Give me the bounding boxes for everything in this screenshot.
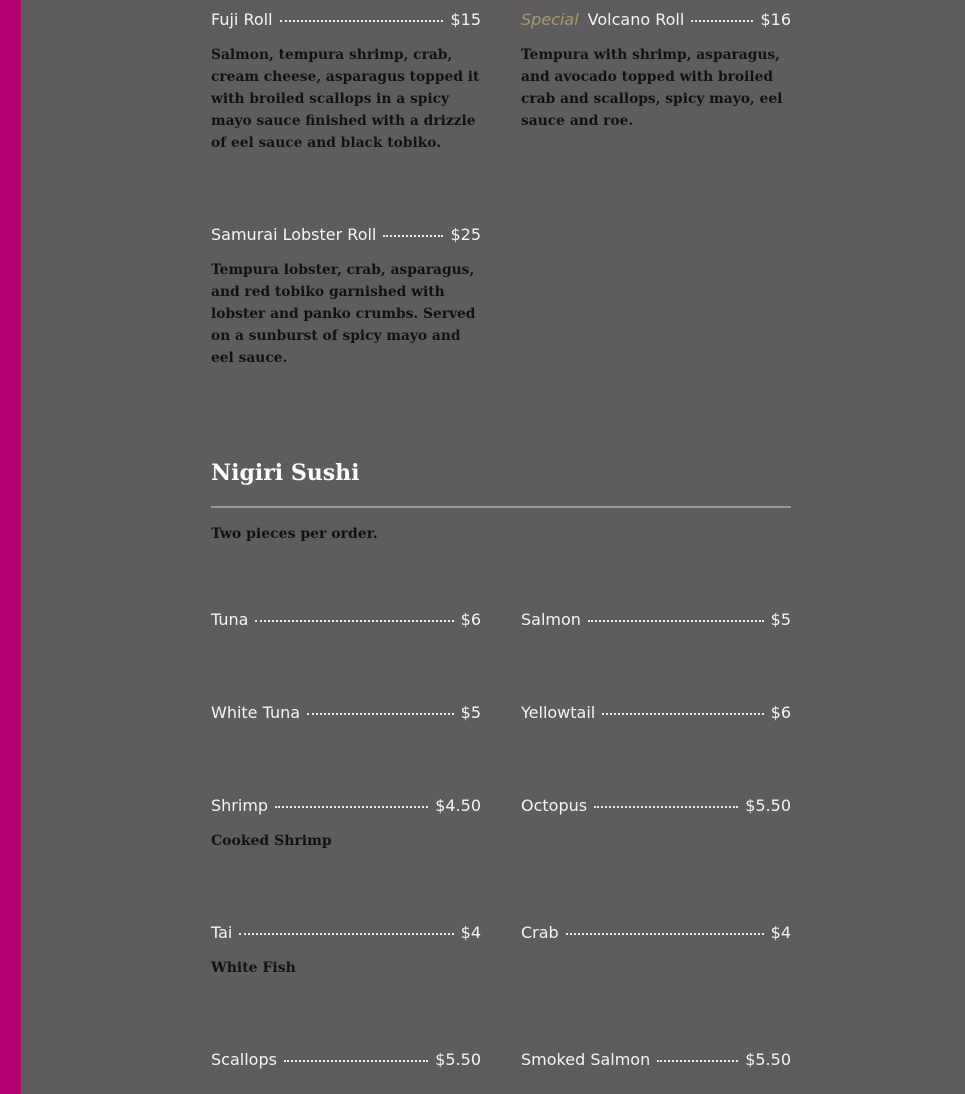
dot-leader xyxy=(602,713,763,715)
dot-leader xyxy=(691,20,753,22)
dot-leader xyxy=(307,713,454,715)
dot-leader xyxy=(280,20,444,22)
dot-leader xyxy=(284,1060,428,1062)
item-price: $4 xyxy=(770,923,791,942)
item-name: Tai xyxy=(211,923,233,942)
item-price: $6 xyxy=(460,610,481,629)
dot-leader xyxy=(594,806,738,808)
nigiri-item-crab xyxy=(521,923,791,945)
item-price: $5.50 xyxy=(745,796,791,815)
item-name: Fuji Roll xyxy=(211,10,273,29)
nigiri-item-salmon xyxy=(521,610,791,632)
item-price: $5.50 xyxy=(435,1050,481,1069)
item-price: $5 xyxy=(770,610,791,629)
nigiri-item-shrimp xyxy=(211,796,481,852)
dot-leader xyxy=(588,620,764,622)
item-name: Tuna xyxy=(211,610,249,629)
item-subtitle: Cooked Shrimp xyxy=(211,833,332,849)
item-price: $5.50 xyxy=(745,1050,791,1069)
item-name: Scallops xyxy=(211,1050,277,1069)
section-title-nigiri: Nigiri Sushi xyxy=(211,460,360,486)
item-name: White Tuna xyxy=(211,703,301,722)
item-price: $16 xyxy=(760,10,791,29)
item-subtitle: White Fish xyxy=(211,960,296,976)
item-price: $25 xyxy=(450,225,481,244)
dot-leader xyxy=(383,235,443,237)
item-name: Shrimp xyxy=(211,796,269,815)
item-name: Smoked Salmon xyxy=(521,1050,651,1069)
nigiri-item-scallops xyxy=(211,1050,481,1072)
menu-item-fuji-roll xyxy=(211,10,481,154)
item-price: $4 xyxy=(460,923,481,942)
menu-item-samurai-lobster-roll xyxy=(211,225,481,369)
special-label: Special xyxy=(521,10,579,29)
item-description: Tempura with shrimp, asparagus, and avocado topped with broiled crab and scallops, spicy mayo, eel sauce and roe. xyxy=(521,47,783,129)
item-price: $6 xyxy=(770,703,791,722)
nigiri-item-yellowtail xyxy=(521,703,791,725)
dot-leader xyxy=(275,806,428,808)
section-note: Two pieces per order. xyxy=(211,526,378,542)
dot-leader xyxy=(239,933,453,935)
dot-leader xyxy=(566,933,764,935)
item-name: Octopus xyxy=(521,796,588,815)
item-name: Samurai Lobster Roll xyxy=(211,225,377,244)
item-name: Volcano Roll xyxy=(587,10,685,29)
item-name: Salmon xyxy=(521,610,581,629)
nigiri-item-tuna xyxy=(211,610,481,632)
menu-item-volcano-roll xyxy=(521,10,791,132)
item-name: Crab xyxy=(521,923,559,942)
item-price: $15 xyxy=(450,10,481,29)
dot-leader xyxy=(657,1060,738,1062)
section-divider xyxy=(211,506,791,508)
nigiri-item-tai xyxy=(211,923,481,979)
item-price: $5 xyxy=(460,703,481,722)
item-name: Yellowtail xyxy=(521,703,596,722)
accent-bar xyxy=(0,0,21,1094)
nigiri-item-octopus xyxy=(521,796,791,818)
nigiri-item-white-tuna xyxy=(211,703,481,725)
nigiri-item-smoked-salmon xyxy=(521,1050,791,1072)
item-price: $4.50 xyxy=(435,796,481,815)
dot-leader xyxy=(255,620,453,622)
item-description: Tempura lobster, crab, asparagus, and red tobiko garnished with lobster and panko crumbs. Served on a sunburst of spicy mayo and eel sauce. xyxy=(211,262,476,366)
item-description: Salmon, tempura shrimp, crab, cream cheese, asparagus topped it with broiled scallops in a spicy mayo sauce finished with a drizzle of eel sauce and black tobiko. xyxy=(211,47,480,151)
